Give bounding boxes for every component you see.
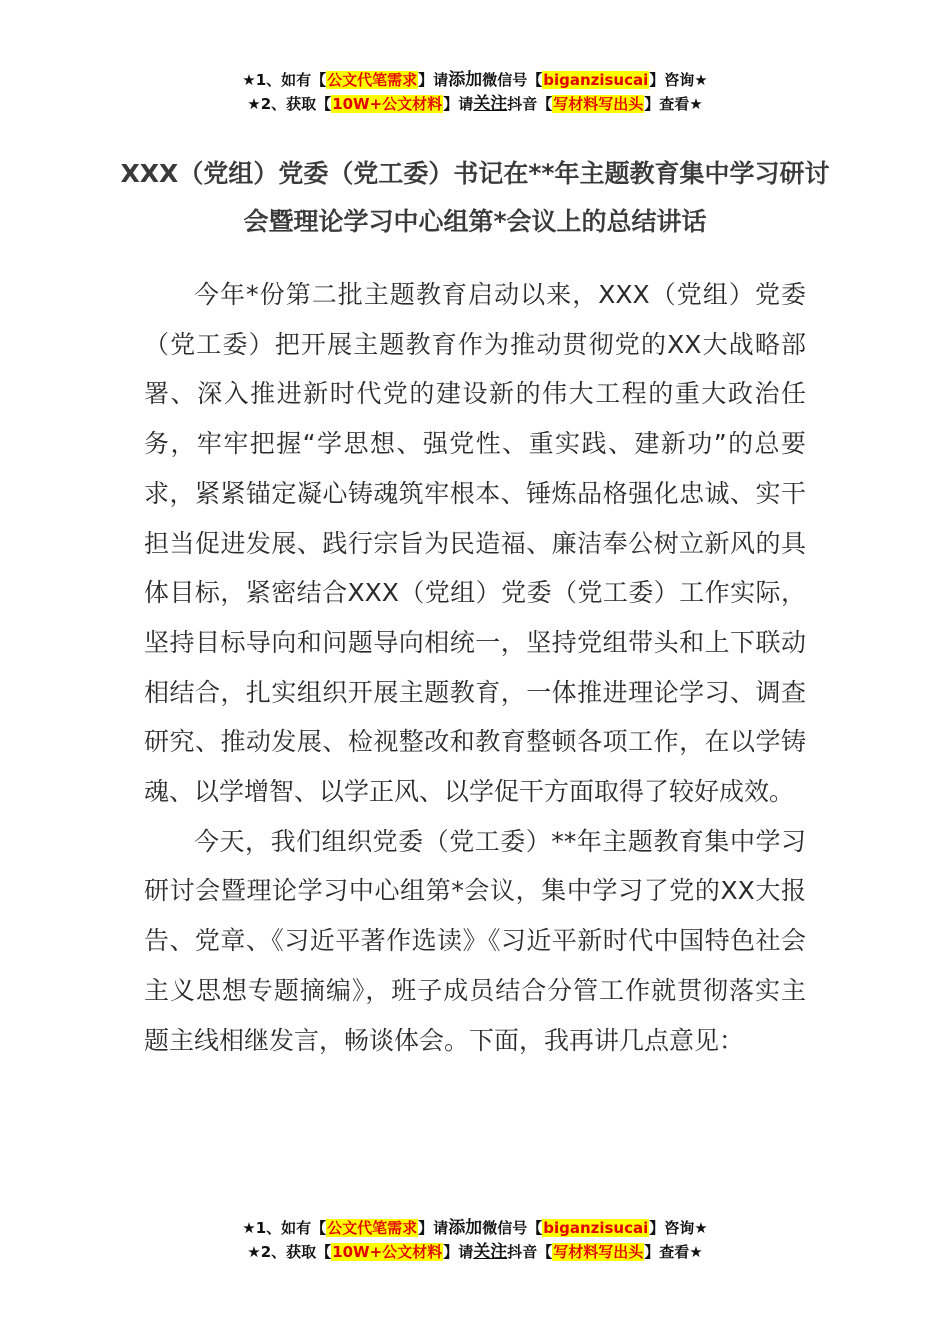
promo-text: 】请	[443, 1243, 474, 1261]
document-body	[144, 270, 806, 1065]
promo-text: 抖音【	[507, 1243, 553, 1261]
promo-text: 微信号【	[482, 71, 543, 89]
body-paragraph: 今天，我们组织党委（党工委）**年主题教育集中学习研讨会暨理论学习中心组第*会议，集中学习了党的XX大报告、党章、《习近平著作选读》《习近平新时代中国特色社会主义思想专题摘编》，班子成员结合分管工作就贯彻落实主题主线相继发言，畅谈体会。下面，我再讲几点意见：	[144, 826, 806, 1055]
promo-text: ★1、如有【	[242, 71, 327, 89]
promo-highlight: 公文代笔需求	[327, 1219, 418, 1237]
promo-banner-bottom	[0, 1216, 950, 1264]
promo-banner-top	[0, 68, 950, 116]
promo-line-2	[0, 92, 950, 116]
promo-emphasis: 添加	[448, 1218, 483, 1238]
document-title: XXX（党组）党委（党工委）书记在**年主题教育集中学习研讨会暨理论学习中心组第*会议上的总结讲话	[120, 159, 830, 236]
body-paragraph: 今年*份第二批主题教育启动以来，XXX（党组）党委（党工委）把开展主题教育作为推动贯彻党的XX大战略部署、深入推进新时代党的建设新的伟大工程的重大政治任务，牢牢把握“学思想、强党性、重实践、建新功”的总要求，紧紧锚定凝心铸魂筑牢根本、锤炼品格强化忠诚、实干担当促进发展、践行宗旨为民造福、廉洁奉公树立新风的具体目标，紧密结合XXX（党组）党委（党工委）工作实际，坚持目标导向和问题导向相统一，坚持党组带头和上下联动相结合，扎实组织开展主题教育，一体推进理论学习、调查研究、推动发展、检视整改和教育整顿各项工作，在以学铸魂、以学增智、以学正风、以学促干方面取得了较好成效。	[144, 280, 806, 807]
promo-highlight: 公文代笔需求	[327, 71, 418, 89]
promo-text: 】请	[418, 1219, 449, 1237]
promo-highlight: 10W+公文材料	[332, 95, 443, 113]
promo-text: 】咨询★	[649, 71, 708, 89]
promo-line-1	[0, 1216, 950, 1240]
promo-text: ★2、获取【	[247, 1243, 332, 1261]
promo-text: 】请	[418, 71, 449, 89]
promo-emphasis: 关注	[473, 94, 508, 114]
promo-line-1	[0, 68, 950, 92]
promo-text: ★2、获取【	[247, 95, 332, 113]
promo-emphasis: 关注	[473, 1242, 508, 1262]
promo-emphasis: 添加	[448, 70, 483, 90]
promo-line-2	[0, 1240, 950, 1264]
promo-text: 微信号【	[482, 1219, 543, 1237]
promo-wechat-id: biganzisucai	[543, 1219, 649, 1237]
promo-text: ★1、如有【	[242, 1219, 327, 1237]
promo-text: 】查看★	[644, 95, 703, 113]
promo-text: 】咨询★	[649, 1219, 708, 1237]
promo-highlight: 写材料写出头	[553, 95, 644, 113]
promo-text: 】查看★	[644, 1243, 703, 1261]
promo-highlight: 10W+公文材料	[332, 1243, 443, 1261]
promo-text: 】请	[443, 95, 474, 113]
promo-text: 抖音【	[507, 95, 553, 113]
promo-highlight: 写材料写出头	[553, 1243, 644, 1261]
promo-wechat-id: biganzisucai	[543, 71, 649, 89]
